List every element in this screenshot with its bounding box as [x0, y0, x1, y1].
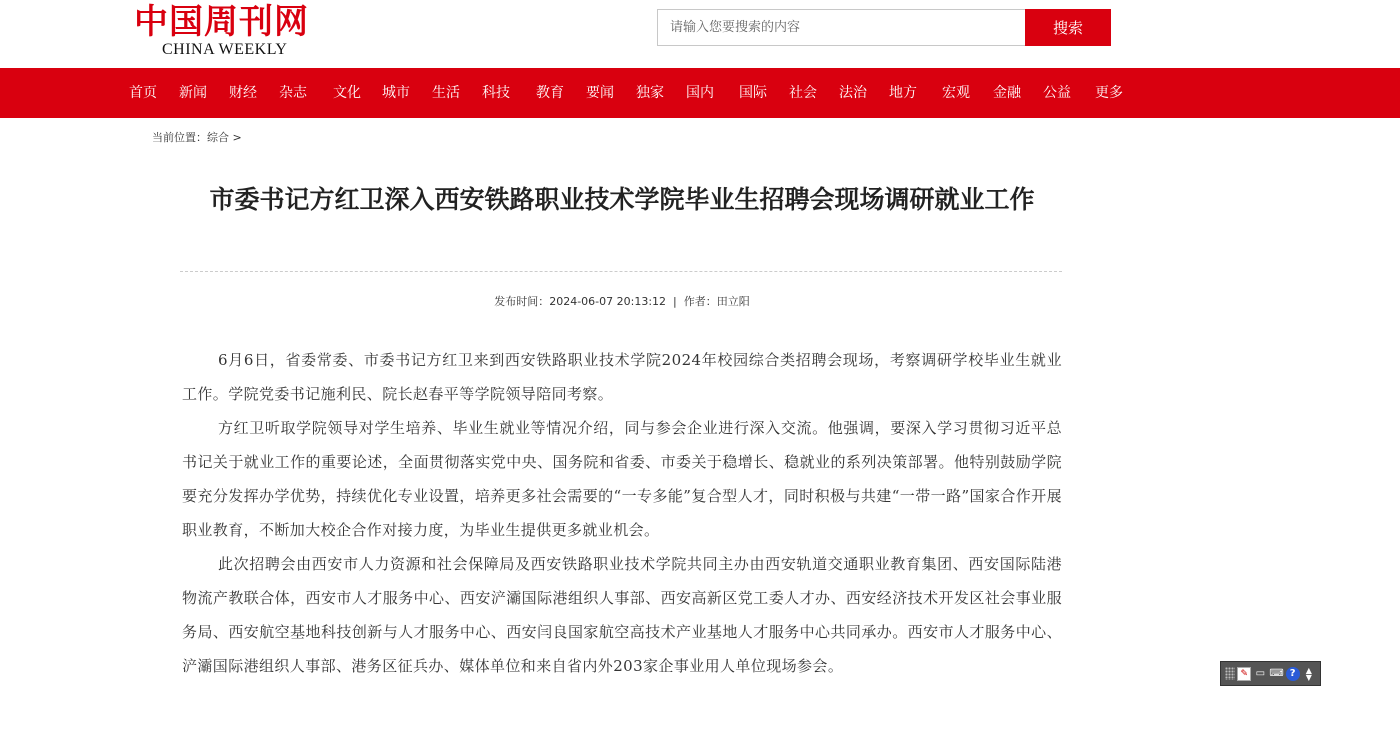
- nav-item-domestic[interactable]: 国内: [686, 85, 714, 101]
- nav-item-more[interactable]: 更多: [1095, 85, 1123, 101]
- article-author: 作者：田立阳: [683, 295, 750, 308]
- article-paragraph: 此次招聘会由西安市人力资源和社会保障局及西安铁路职业技术学院共同主办由西安轨道交通职业教育集团、西安国际陆港物流产教联合体，西安市人才服务中心、西安浐灞国际港组织人事部、西安高新区党工委人才办、西安经济技术开发区社会事业服务局、西安航空基地科技创新与人才服务中心、西安闫良国家航空高技术产业基地人才服务中心共同承办。西安市人才服务中心、浐灞国际港组织人事部、港务区征兵办、媒体单位和来自省内外203家企事业用人单位现场参会。: [182, 555, 1062, 675]
- logo-chinese: 中国周刊网: [134, 2, 309, 42]
- title-divider: [180, 271, 1062, 272]
- article-title: 市委书记方红卫深入西安铁路职业技术学院毕业生招聘会现场调研就业工作: [209, 185, 1035, 214]
- logo-english: CHINA WEEKLY: [162, 41, 288, 58]
- floating-toolbar: [1220, 661, 1321, 686]
- nav-item-exclusive[interactable]: 独家: [636, 85, 664, 101]
- nav-item-culture[interactable]: 文化: [333, 85, 361, 101]
- meta-separator: |: [673, 295, 677, 308]
- site-logo[interactable]: [134, 3, 324, 59]
- scroll-arrows-icon[interactable]: ▲ ▼: [1305, 665, 1312, 682]
- keyboard-icon[interactable]: ⌨: [1269, 668, 1284, 679]
- search-input[interactable]: [657, 9, 1025, 46]
- article-meta: [180, 293, 1064, 309]
- nav-item-home[interactable]: 首页: [129, 85, 157, 101]
- nav-item-life[interactable]: 生活: [432, 85, 460, 101]
- nav-item-finance[interactable]: 财经: [229, 85, 257, 101]
- publish-time: 发布时间：2024-06-07 20:13:12: [494, 295, 667, 308]
- nav-item-law[interactable]: 法治: [839, 85, 867, 101]
- main-nav: [0, 68, 1400, 118]
- search-button[interactable]: 搜索: [1025, 9, 1111, 46]
- pdf-icon[interactable]: ✎: [1237, 667, 1251, 681]
- nav-item-local[interactable]: 地方: [889, 85, 917, 101]
- nav-item-banking[interactable]: 金融: [993, 85, 1021, 101]
- article-paragraph: 方红卫听取学院领导对学生培养、毕业生就业等情况介绍，同与参会企业进行深入交流。他强调，要深入学习贯彻习近平总书记关于就业工作的重要论述，全面贯彻落实党中央、国务院和省委、市委关于稳增长、稳就业的系列决策部署。他特别鼓励学院要充分发挥办学优势，持续优化专业设置，培养更多社会需要的“一专多能”复合型人才，同时积极与共建“一带一路”国家合作开展职业教育，不断加大校企合作对接力度，为毕业生提供更多就业机会。: [182, 419, 1062, 539]
- nav-item-magazine[interactable]: 杂志: [279, 85, 307, 101]
- header: [0, 0, 1400, 68]
- nav-item-headlines[interactable]: 要闻: [586, 85, 614, 101]
- nav-item-society[interactable]: 社会: [789, 85, 817, 101]
- nav-item-macro[interactable]: 宏观: [942, 85, 970, 101]
- nav-item-international[interactable]: 国际: [739, 85, 767, 101]
- nav-item-city[interactable]: 城市: [382, 85, 410, 101]
- article-paragraph: 6月6日，省委常委、市委书记方红卫来到西安铁路职业技术学院2024年校园综合类招聘会现场，考察调研学校毕业生就业工作。学院党委书记施利民、院长赵春平等学院领导陪同考察。: [182, 351, 1062, 403]
- drag-handle-icon[interactable]: [1225, 667, 1235, 680]
- search-bar: [657, 9, 1111, 46]
- article-body: [182, 343, 1062, 683]
- nav-item-tech[interactable]: 科技: [482, 85, 510, 101]
- nav-item-education[interactable]: 教育: [536, 85, 564, 101]
- help-icon[interactable]: ?: [1286, 667, 1300, 681]
- breadcrumb[interactable]: 当前位置：综合 >: [152, 131, 242, 144]
- nav-item-charity[interactable]: 公益: [1043, 85, 1071, 101]
- screen-icon[interactable]: ▭: [1255, 668, 1266, 679]
- nav-item-news[interactable]: 新闻: [179, 85, 207, 101]
